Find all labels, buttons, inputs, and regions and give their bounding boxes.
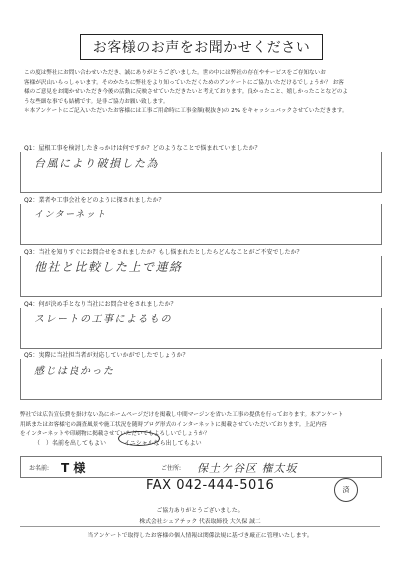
name-label: お名前: [29, 465, 50, 472]
question-label: Q5：実際に当社担当者が対応していかがでしたでしょうか？ [24, 352, 189, 359]
question-label: Q1：屋根工事を検討したきっかけは何ですか？どのようなことで悩まれていましたか？ [24, 145, 261, 152]
address-value: 保土ケ谷区 権太坂 [197, 462, 298, 475]
handwritten-answer: スレートの工事によるもの [34, 314, 172, 325]
intro-line: うな些細な事でも結構です。是非ご協力お願い致します。 [24, 98, 169, 105]
handwritten-answer: 感じは良かった [34, 366, 115, 377]
handwritten-answer: 台風により破損した為 [34, 157, 159, 170]
option-initial-ok[interactable]: イニシャルなら出してもよい [124, 440, 202, 447]
intro-text [24, 69, 378, 117]
handwritten-answer: インターネット [34, 210, 107, 220]
question-label: Q4：何が決め手となり当社にお問合せをされましたか？ [24, 301, 177, 308]
question-label: Q3：当社を知りすぐにお問合せをされましたか？もし悩まれたとしたらどんなことがご不安でしたか？ [24, 249, 303, 256]
customer-info-row [20, 456, 382, 478]
company-signature: 株式会社シェアテック 代表取締役 大久保 誠二 [139, 519, 261, 525]
address-label: ご住所: [161, 465, 182, 472]
option-name-ok[interactable]: （ ）名前を出してもよい [34, 440, 107, 447]
divider [20, 526, 380, 527]
received-stamp: 済 [334, 478, 358, 502]
privacy-notice: 当アンケートで取得したお客様の個人情報は関係法規に基づき厳正に管理いたします。 [87, 533, 313, 539]
intro-line: この度は弊社にお問い合わせいただき、誠にありがとうございました。世の中には弊社の存在やサービスをご存知ないお [24, 70, 326, 76]
intro-line: 客様が沢山いらっしゃいます。そのかたちに弊社をより知っていただくためのアンケートにご協力いただけるでしょうか？ お客 [24, 79, 344, 86]
name-value: T 様 [61, 461, 86, 475]
handwritten-answer: 他社と比較した上で連絡 [34, 260, 183, 274]
thanks-text: ご協力ありがとうございました。 [156, 508, 244, 514]
publication-notice [20, 411, 380, 440]
notice-line: 用紙またはお客様宅の調査風景や施工状況を随時ブログ形式のインターネットに掲載させていただいております。上記内容 [20, 421, 327, 428]
intro-line: ＊本アンケートにご記入いただいたお客様には工事ご用命時に工事金額(税抜き)の 2% をキャッシュバックさせていただきます。 [24, 108, 348, 114]
notice-line: をインターネットや印刷物に掲載させていただいてもよろしいでしょうか？ [20, 431, 210, 437]
intro-line: 様のご意見をお聞かせいただき今後の活動に反映させていただきたいと考えております。良かったこと、嬉しかったことなどのよ [24, 89, 348, 95]
notice-line: 弊社では広告宣伝費を掛けない為にホームページだけを掲載し中間マージンを省いた工事の提供を行っております。本アンケート [20, 412, 344, 418]
question-label: Q2：業者や工事会社をどのように探されましたか？ [24, 197, 165, 204]
page-title: お客様のお声をお聞かせください [80, 34, 323, 60]
fax-number: FAX 042-444-5016 [146, 478, 275, 493]
